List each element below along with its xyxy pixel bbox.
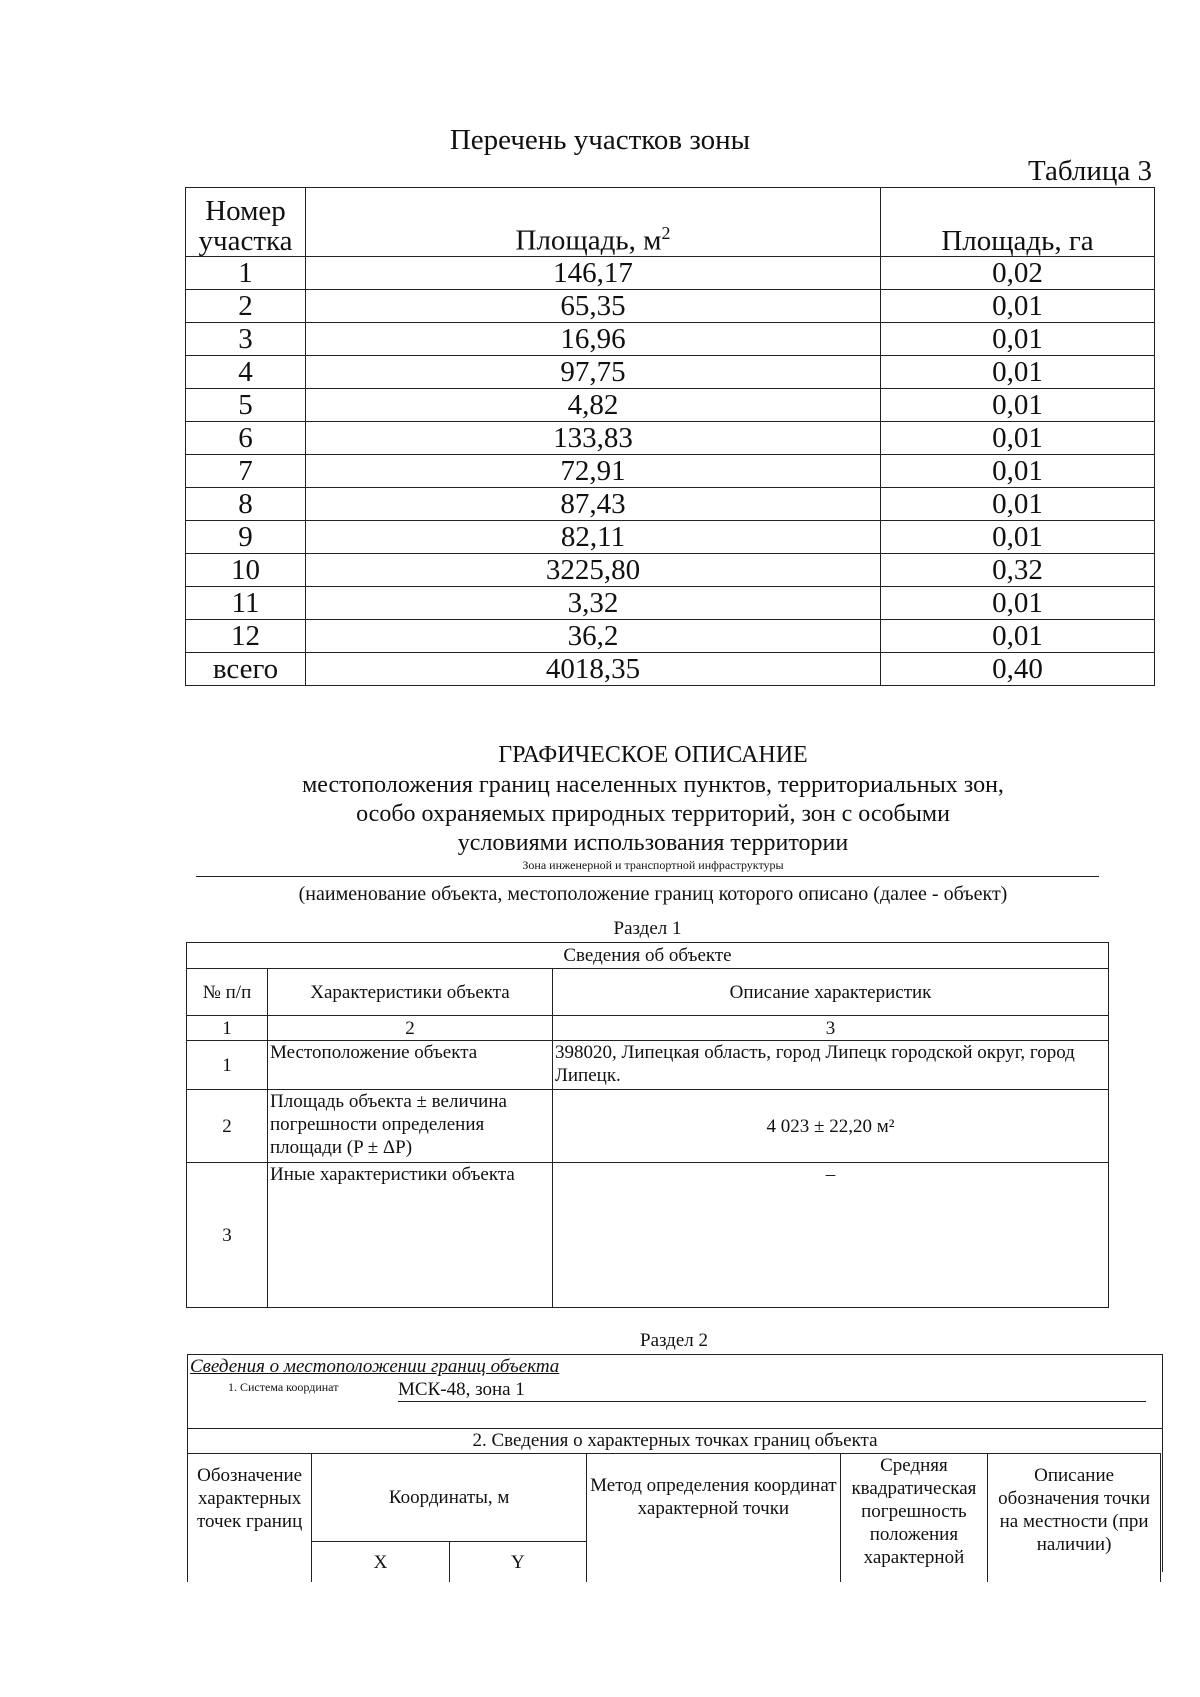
row-area-ha: 0,01 <box>881 290 1155 323</box>
row-area-ha: 0,32 <box>881 554 1155 587</box>
object-caption: (наименование объекта, местоположение границ которого описано (далее - объект) <box>298 883 1008 905</box>
row-plot-number: 5 <box>186 389 306 422</box>
row-area-m2: 4,82 <box>306 389 881 422</box>
graphic-line-2: особо охраняемых природных территорий, зон с особыми <box>356 801 950 827</box>
col-area-m2 <box>306 188 881 257</box>
row-area-ha: 0,01 <box>881 488 1155 521</box>
table-row <box>186 554 1155 587</box>
row-area-m2: 3225,80 <box>306 554 881 587</box>
table-row <box>186 488 1155 521</box>
row-plot-number: 12 <box>186 620 306 653</box>
section2-title: Сведения о местоположении границ объекта <box>190 1356 560 1377</box>
row-area-ha: 0,02 <box>881 257 1155 290</box>
col-y: Y <box>449 1542 586 1583</box>
col-plot-number: Номер участка <box>186 188 306 257</box>
row-area-m2: 4018,35 <box>306 653 881 686</box>
col-error: Средняя квадратическая погрешность положения характерной <box>840 1454 988 1583</box>
table-row <box>186 455 1155 488</box>
num-col-2: 2 <box>268 1016 553 1041</box>
row-area-m2: 72,91 <box>306 455 881 488</box>
table-row <box>187 1041 1109 1090</box>
row-plot-number: 10 <box>186 554 306 587</box>
num-col-3: 3 <box>553 1016 1109 1041</box>
table3-label: Таблица 3 <box>1027 155 1152 187</box>
section1-label: Раздел 1 <box>613 918 682 939</box>
section1-title: Сведения об объекте <box>187 943 1109 969</box>
object-name: Зона инженерной и транспортной инфраструктуры <box>522 858 784 872</box>
table-row <box>186 257 1155 290</box>
points-header-row <box>188 1454 1161 1542</box>
table-row <box>186 521 1155 554</box>
row-area-m2: 87,43 <box>306 488 881 521</box>
row-area-ha: 0,01 <box>881 620 1155 653</box>
row-area-ha: 0,01 <box>881 422 1155 455</box>
row-plot-number: 11 <box>186 587 306 620</box>
coord-system-value: МСК-48, зона 1 <box>398 1378 1146 1402</box>
row-plot-number: 3 <box>186 323 306 356</box>
coord-system-label: 1. Система координат <box>228 1380 339 1394</box>
row-plot-number: 4 <box>186 356 306 389</box>
table-row <box>186 587 1155 620</box>
col-coordinates: Координаты, м <box>312 1454 587 1542</box>
row-area-ha: 0,01 <box>881 521 1155 554</box>
table-row <box>187 1163 1109 1308</box>
row-plot-number: 6 <box>186 422 306 455</box>
row-area-m2: 82,11 <box>306 521 881 554</box>
row-characteristic: Иные характеристики объекта <box>268 1163 553 1308</box>
row-description: – <box>553 1163 1109 1308</box>
num-col-1: 1 <box>187 1016 268 1041</box>
table-row <box>186 389 1155 422</box>
section1-title-row <box>187 943 1109 969</box>
object-name-underline <box>196 876 1099 877</box>
row-area-ha: 0,40 <box>881 653 1155 686</box>
table-row <box>186 323 1155 356</box>
table-row <box>186 620 1155 653</box>
row-area-m2: 133,83 <box>306 422 881 455</box>
row-area-ha: 0,01 <box>881 455 1155 488</box>
row-area-m2: 97,75 <box>306 356 881 389</box>
row-area-ha: 0,01 <box>881 356 1155 389</box>
graphic-line-3: условиями использования территории <box>457 830 849 856</box>
col-area-m2-label: Площадь, м <box>515 225 662 257</box>
row-plot-number: 9 <box>186 521 306 554</box>
col-description: Описание характеристик <box>553 969 1109 1016</box>
row-number: 1 <box>187 1041 268 1090</box>
section1-header-row <box>187 969 1109 1016</box>
points-title: 2. Сведения о характерных точках границ объекта <box>188 1428 1162 1453</box>
plots-table <box>185 187 1155 686</box>
row-area-ha: 0,01 <box>881 389 1155 422</box>
row-characteristic: Площадь объекта ± величина погрешности определения площади (P ± ΔP) <box>268 1090 553 1163</box>
row-plot-number: 8 <box>186 488 306 521</box>
col-point-designation: Обозначение характерных точек границ <box>188 1454 312 1583</box>
table-row <box>186 653 1155 686</box>
row-plot-number: 2 <box>186 290 306 323</box>
row-area-m2: 3,32 <box>306 587 881 620</box>
table-header-row <box>186 188 1155 257</box>
row-plot-number: всего <box>186 653 306 686</box>
row-area-ha: 0,01 <box>881 587 1155 620</box>
col-point-description: Описание обозначения точки на местности (при наличии) <box>988 1454 1161 1583</box>
table-row <box>186 422 1155 455</box>
col-method: Метод определения координат характерной точки <box>587 1454 841 1583</box>
row-description: 398020, Липецкая область, город Липецк городской округ, город Липецк. <box>553 1041 1109 1090</box>
graphic-title: ГРАФИЧЕСКОЕ ОПИСАНИЕ <box>498 742 808 768</box>
section1-numbering-row <box>187 1016 1109 1041</box>
table3-heading: Перечень участков зоны <box>449 124 751 156</box>
row-number: 2 <box>187 1090 268 1163</box>
points-header-table <box>187 1453 1161 1582</box>
row-area-m2: 16,96 <box>306 323 881 356</box>
row-description: 4 023 ± 22,20 м² <box>553 1090 1109 1163</box>
object-info-table <box>186 942 1109 1308</box>
row-characteristic: Местоположение объекта <box>268 1041 553 1090</box>
row-area-ha: 0,01 <box>881 323 1155 356</box>
row-plot-number: 7 <box>186 455 306 488</box>
col-area-ha: Площадь, га <box>881 188 1155 257</box>
row-area-m2: 146,17 <box>306 257 881 290</box>
graphic-line-1: местоположения границ населенных пунктов, территориальных зон, <box>302 772 1004 798</box>
col-number: № п/п <box>187 969 268 1016</box>
superscript-2: 2 <box>661 223 671 244</box>
table-row <box>187 1090 1109 1163</box>
row-area-m2: 65,35 <box>306 290 881 323</box>
col-characteristic: Характеристики объекта <box>268 969 553 1016</box>
row-area-m2: 36,2 <box>306 620 881 653</box>
table-row <box>186 290 1155 323</box>
row-plot-number: 1 <box>186 257 306 290</box>
table-row <box>186 356 1155 389</box>
col-x: X <box>312 1542 449 1583</box>
section2-label: Раздел 2 <box>640 1330 708 1351</box>
row-number: 3 <box>187 1163 268 1308</box>
